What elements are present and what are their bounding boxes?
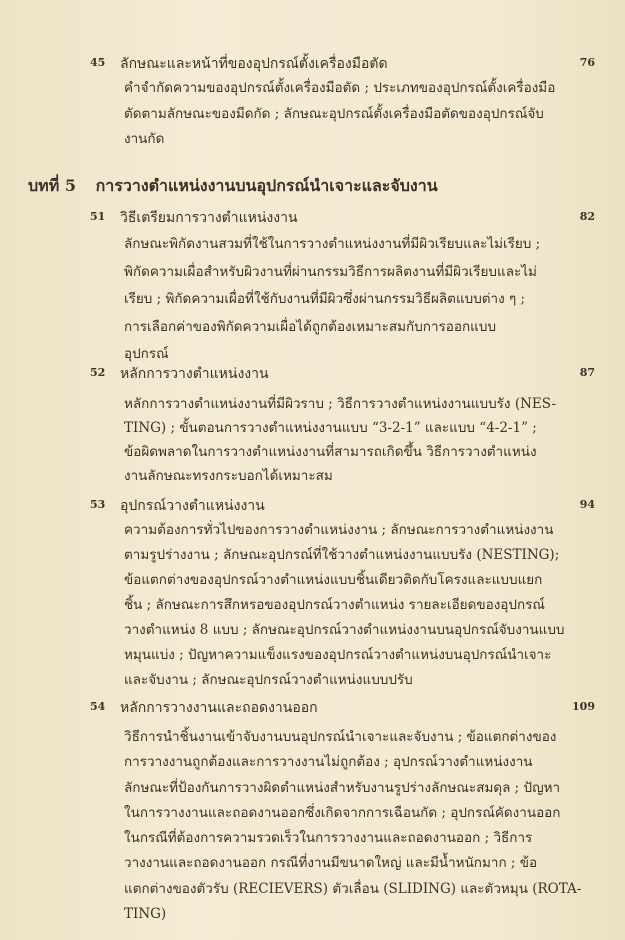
desc-line: วิธีการนำชิ้นงานเข้าจับงานบนอุปกรณ์นำเจาะและจับงาน ; ข้อแตกต่างของ — [124, 729, 557, 745]
entry-number: 45 — [90, 56, 106, 69]
desc-line: TING) ; ขั้นตอนการวางตำแหน่งงานแบบ “3-2-1” และแบบ “4-2-1” ; — [124, 420, 537, 436]
entry-title: วิธีเตรียมการวางตำแหน่งงาน — [120, 210, 298, 226]
entry-number: 51 — [90, 210, 106, 223]
desc-line: ลักษณะพิกัดงานสวมที่ใช้ในการวางตำแหน่งงานที่มีผิวเรียบและไม่เรียบ ; — [124, 236, 541, 252]
desc-line: วางตำแหน่ง 8 แบบ ; ลักษณะอุปกรณ์วางตำแหน่งงานบนอุปกรณ์จับงานแบบ — [124, 622, 565, 638]
desc-line: TING) — [124, 906, 167, 923]
entry-description — [124, 518, 594, 693]
entry-title: ลักษณะและหน้าที่ของอุปกรณ์ตั้งเครื่องมือตัด — [120, 56, 388, 72]
desc-line: อุปกรณ์ — [124, 346, 169, 362]
desc-line: ลักษณะที่ป้องกันการวางผิดตำแหน่งสำหรับงานรูปร่างลักษณะสมดุล ; ปัญหา — [124, 779, 561, 796]
entry-description — [124, 231, 594, 369]
entry-page: 76 — [579, 56, 595, 69]
desc-line: งานกัด — [124, 131, 165, 147]
entry-number: 54 — [90, 700, 106, 713]
entry-page: 82 — [579, 210, 595, 223]
entry-title: อุปกรณ์วางตำแหน่งงาน — [120, 498, 265, 514]
desc-line: หลักการวางตำแหน่งงานที่มีผิวราบ ; วิธีการวางตำแหน่งงานแบบรัง (NES- — [124, 396, 557, 412]
entry-number: 53 — [90, 498, 106, 511]
desc-line: พิกัดความเผื่อสำหรับผิวงานที่ผ่านกรรมวิธีการผลิตงานที่มีผิวเรียบและไม่ — [124, 263, 537, 280]
chapter-label: บทที่ 5 — [28, 176, 76, 195]
entry-description — [124, 76, 594, 153]
entry-title: หลักการวางงานและถอดงานออก — [120, 700, 318, 716]
desc-line: ตัดตามลักษณะของมีดกัด ; ลักษณะอุปกรณ์ตั้งเครื่องมือตัดของอุปกรณ์จับ — [124, 105, 544, 122]
entry-description — [124, 392, 594, 488]
desc-line: ข้อผิดพลาดในการวางตำแหน่งงานที่สามารถเกิดขึ้น วิธีการวางตำแหน่ง — [124, 444, 537, 460]
desc-line: ในกรณีที่ต้องการความรวดเร็วในการวางงานและถอดงานออก ; วิธีการ — [124, 830, 533, 847]
desc-line: การเลือกค่าของพิกัดความเผื่อได้ถูกต้องเหมาะสมกับการออกแบบ — [124, 318, 497, 335]
desc-line: ตามรูปร่างงาน ; ลักษณะอุปกรณ์ที่ใช้วางตำแหน่งงานแบบรัง (NESTING); — [124, 547, 560, 563]
desc-line: การวางงานถูกต้องและการวางงานไม่ถูกต้อง ; อุปกรณ์วางตำแหน่งงาน — [124, 754, 533, 771]
entry-title: หลักการวางตำแหน่งงาน — [120, 366, 269, 382]
desc-line: และจับงาน ; ลักษณะอุปกรณ์วางตำแหน่งแบบปรับ — [124, 672, 413, 688]
entry-number: 52 — [90, 366, 106, 379]
desc-line: หมุนแบ่ง ; ปัญหาความแข็งแรงของอุปกรณ์วางตำแหน่งบนอุปกรณ์นำเจาะ — [124, 647, 552, 663]
desc-line: เรียบ ; พิกัดความเผื่อที่ใช้กับงานที่มีผิวซึ่งผ่านกรรมวิธีผลิตแบบต่าง ๆ ; — [124, 291, 526, 307]
desc-line: ข้อแตกต่างของอุปกรณ์วางตำแหน่งแบบชิ้นเดียวติดกับโครงและแบบแยก — [124, 572, 543, 588]
entry-page: 109 — [572, 700, 595, 713]
desc-line: ชิ้น ; ลักษณะการสึกหรอของอุปกรณ์วางตำแหน่ง รายละเอียดของอุปกรณ์ — [124, 597, 545, 613]
entry-description — [124, 725, 594, 927]
desc-line: ในการวางงานและถอดงานออกซึ่งเกิดจากการเฉือนกัด ; อุปกรณ์คัดงานออก — [124, 804, 561, 821]
desc-line: คำจำกัดความของอุปกรณ์ตั้งเครื่องมือตัด ; ประเภทของอุปกรณ์ตั้งเครื่องมือ — [124, 80, 556, 96]
chapter-heading — [28, 174, 438, 199]
desc-line: งานลักษณะทรงกระบอกได้เหมาะสม — [124, 468, 333, 484]
entry-page: 87 — [579, 366, 595, 379]
desc-line: วางงานและถอดงานออก กรณีที่งานมีขนาดใหญ่ และมีน้ำหนักมาก ; ข้อ — [124, 855, 538, 872]
desc-line: แตกต่างของตัวรับ (RECIEVERS) ตัวเลื่อน (SLIDING) และตัวหมุน (ROTA- — [124, 880, 582, 897]
desc-line: ความต้องการทั่วไปของการวางตำแหน่งงาน ; ลักษณะการวางตำแหน่งงาน — [124, 522, 554, 538]
chapter-title: การวางตำแหน่งงานบนอุปกรณ์นำเจาะและจับงาน — [95, 176, 438, 195]
entry-page: 94 — [579, 498, 595, 511]
